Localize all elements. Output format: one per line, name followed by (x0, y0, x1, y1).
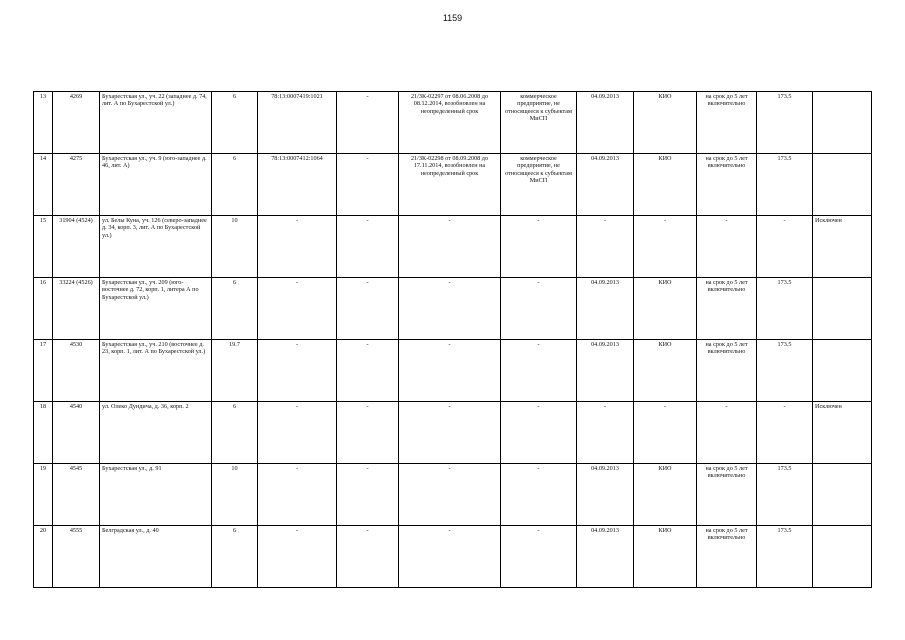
cadastral-number-cell: - (258, 526, 337, 588)
object-id-cell: 4555 (53, 526, 100, 588)
date-cell: 04.09.2013 (577, 92, 634, 154)
tenant-cell: - (501, 526, 577, 588)
tenant-cell: - (501, 340, 577, 402)
column-6-cell: - (337, 340, 399, 402)
area-cell: 6 (212, 92, 258, 154)
object-id-cell: 33224 (4526) (53, 278, 100, 340)
address-cell: Белградская ул., д. 40 (100, 526, 212, 588)
area-cell: 10 (212, 216, 258, 278)
contract-cell: - (399, 216, 501, 278)
date-cell: 04.09.2013 (577, 154, 634, 216)
column-6-cell: - (337, 402, 399, 464)
date-cell: 04.09.2013 (577, 340, 634, 402)
tenant-cell: - (501, 402, 577, 464)
organization-cell: КИО (634, 340, 697, 402)
column-6-cell: - (337, 216, 399, 278)
cadastral-number-cell: - (258, 278, 337, 340)
row-number-cell: 19 (34, 464, 53, 526)
term-cell: на срок до 5 лет включительно (697, 464, 757, 526)
address-cell: Бухарестская ул., уч. 9 (юго-западнее д. 46, лит. А) (100, 154, 212, 216)
organization-cell: КИО (634, 464, 697, 526)
cadastral-number-cell: 78:13:0007419:1021 (258, 92, 337, 154)
page-number: 1159 (442, 13, 463, 23)
tenant-cell: коммерческое предприятие, не относящееся к субъектам МиСП (501, 92, 577, 154)
address-cell: Бухарестская ул., д. 91 (100, 464, 212, 526)
code-cell: 173.5 (757, 154, 813, 216)
area-cell: 6 (212, 402, 258, 464)
object-id-cell: 4545 (53, 464, 100, 526)
organization-cell: КИО (634, 92, 697, 154)
object-id-cell: 4540 (53, 402, 100, 464)
address-cell: Бухарестская ул., уч. 209 (юго-восточнее д. 72, корп. 1, литера А по Бухарестской ул.) (100, 278, 212, 340)
object-id-cell: 4269 (53, 92, 100, 154)
code-cell: 173.5 (757, 278, 813, 340)
table-row (34, 92, 872, 154)
row-number-cell: 16 (34, 278, 53, 340)
term-cell: на срок до 5 лет включительно (697, 154, 757, 216)
term-cell: на срок до 5 лет включительно (697, 526, 757, 588)
area-cell: 10 (212, 464, 258, 526)
date-cell: 04.09.2013 (577, 526, 634, 588)
table-row (34, 154, 872, 216)
table-row (34, 340, 872, 402)
table-row (34, 464, 872, 526)
note-cell: Исключен (813, 216, 872, 278)
tenant-cell: коммерческое предприятие, не относящееся к субъектам МиСП (501, 154, 577, 216)
address-cell: Бухарестская ул., уч. 210 (восточнее д. 23, корп. 1, лит. А по Бухарестской ул.) (100, 340, 212, 402)
row-number-cell: 13 (34, 92, 53, 154)
registry-table (33, 91, 872, 588)
organization-cell: КИО (634, 278, 697, 340)
contract-cell: - (399, 526, 501, 588)
note-cell (813, 464, 872, 526)
object-id-cell: 4530 (53, 340, 100, 402)
contract-cell: 21/ЗК-02298 от 08.09.2008 до 17.11.2014, возобновлен на неопределенный срок (399, 154, 501, 216)
code-cell: 173.5 (757, 92, 813, 154)
term-cell: на срок до 5 лет включительно (697, 340, 757, 402)
area-cell: 19.7 (212, 340, 258, 402)
column-6-cell: - (337, 278, 399, 340)
note-cell (813, 526, 872, 588)
code-cell: - (757, 402, 813, 464)
note-cell: Исключен (813, 402, 872, 464)
column-6-cell: - (337, 92, 399, 154)
date-cell: 04.09.2013 (577, 278, 634, 340)
table-row (34, 216, 872, 278)
object-id-cell: 31904 (4524) (53, 216, 100, 278)
term-cell: на срок до 5 лет включительно (697, 278, 757, 340)
row-number-cell: 20 (34, 526, 53, 588)
area-cell: 6 (212, 526, 258, 588)
term-cell: на срок до 5 лет включительно (697, 92, 757, 154)
note-cell (813, 278, 872, 340)
date-cell: - (577, 402, 634, 464)
table-row (34, 278, 872, 340)
note-cell (813, 340, 872, 402)
organization-cell: - (634, 402, 697, 464)
object-id-cell: 4275 (53, 154, 100, 216)
cadastral-number-cell: - (258, 340, 337, 402)
code-cell: - (757, 216, 813, 278)
code-cell: 173.5 (757, 340, 813, 402)
address-cell: ул. Олеко Дундича, д. 36, корп. 2 (100, 402, 212, 464)
note-cell (813, 154, 872, 216)
cadastral-number-cell: 78:13:0007412:1064 (258, 154, 337, 216)
contract-cell: - (399, 278, 501, 340)
organization-cell: КИО (634, 526, 697, 588)
cadastral-number-cell: - (258, 216, 337, 278)
column-6-cell: - (337, 154, 399, 216)
column-6-cell: - (337, 464, 399, 526)
row-number-cell: 17 (34, 340, 53, 402)
contract-cell: - (399, 464, 501, 526)
organization-cell: - (634, 216, 697, 278)
cadastral-number-cell: - (258, 464, 337, 526)
table-row (34, 526, 872, 588)
organization-cell: КИО (634, 154, 697, 216)
area-cell: 6 (212, 278, 258, 340)
table-row (34, 402, 872, 464)
date-cell: - (577, 216, 634, 278)
code-cell: 173.5 (757, 526, 813, 588)
tenant-cell: - (501, 216, 577, 278)
contract-cell: 21/ЗК-02297 от 08.06.2008 до 08.12.2014, возобновлен на неопределенный срок (399, 92, 501, 154)
tenant-cell: - (501, 278, 577, 340)
area-cell: 6 (212, 154, 258, 216)
row-number-cell: 18 (34, 402, 53, 464)
note-cell (813, 92, 872, 154)
contract-cell: - (399, 340, 501, 402)
address-cell: ул. Белы Куна, уч. 126 (северо-западнее д. 34, корп. 3, лит. А по Бухарестской ул.) (100, 216, 212, 278)
address-cell: Бухарестская ул., уч. 22 (западнее д. 74, лит. А по Бухарестской ул.) (100, 92, 212, 154)
tenant-cell: - (501, 464, 577, 526)
date-cell: 04.09.2013 (577, 464, 634, 526)
column-6-cell: - (337, 526, 399, 588)
term-cell: - (697, 216, 757, 278)
contract-cell: - (399, 402, 501, 464)
code-cell: 173.5 (757, 464, 813, 526)
cadastral-number-cell: - (258, 402, 337, 464)
row-number-cell: 15 (34, 216, 53, 278)
term-cell: - (697, 402, 757, 464)
row-number-cell: 14 (34, 154, 53, 216)
